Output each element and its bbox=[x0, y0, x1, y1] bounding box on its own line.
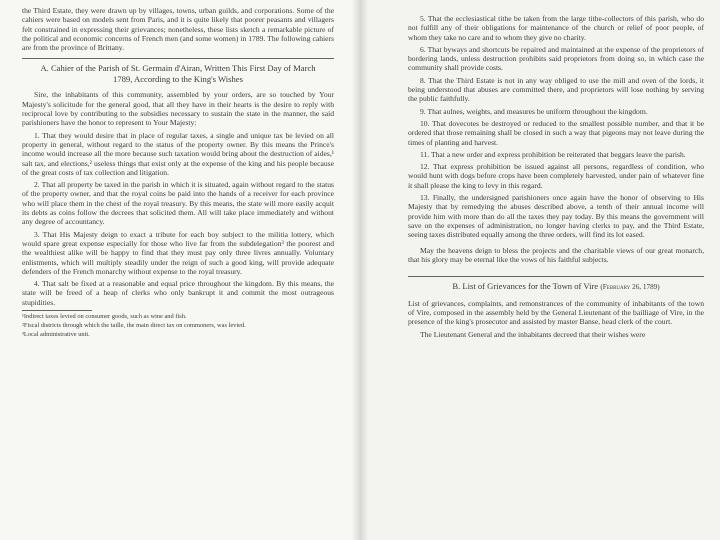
section-b-body: List of grievances, complaints, and remonstrances of the community of inhabitants of the town of Vire, composed in the assembly held by the General Lieutenant of the bailliage of Vire, in the presence of the king's prosecutor and assisted by master Banse, head clerk of the court. bbox=[408, 298, 704, 327]
closing-paragraph: May the heavens deign to bless the projects and the charitable views of our great monarch, that his glory may be eternal like the vows of his faithful subjects. bbox=[408, 245, 704, 264]
book-gutter bbox=[352, 0, 368, 540]
section-b-title bbox=[408, 281, 704, 293]
grievance-item-8: 8. That the Third Estate is not in any way obliged to use the mill and oven of the lords, it being understood that abuses are committed there, and proprietors will lose nothing by serving the public faithfully. bbox=[408, 75, 704, 104]
section-b-body-continued: The Lieutenant General and the inhabitants decreed that their wishes were bbox=[420, 329, 646, 339]
grievance-item-10: 10. That dovecotes be destroyed or reduced to the smallest possible number, and that it be ordered that those remaining shall be closed in such a way that pigeons may not leave during the times of planting and harvest. bbox=[408, 118, 704, 147]
address-paragraph: Sire, the inhabitants of this community, assembled by your orders, are so touched by Your Majesty's solicitude for the general good, that all they have in their hearts is the desire to reply with reciprocal love by contributing to the subsidies necessary to sustain the state in the manner, the said parishioners have the honor to represent to Your Majesty: bbox=[22, 90, 334, 128]
right-page-column bbox=[408, 14, 704, 342]
grievance-item-2: 2. That all property be taxed in the parish in which it is situated, again without regard to the status of the property owner, and that the royal coins be paid into the hands of a receiver for each province who will place them in the chest of the royal treasury. By this means, the state will more easily acquit its debts as coins follow the decrees that solicited them. All will take place immediately and without any degree of accountancy. bbox=[22, 180, 334, 227]
section-a-title: A. Cahier of the Parish of St. Germain d'Airan, Written This First Day of March 1789, According to the King's Wishes bbox=[40, 63, 316, 84]
grievance-item-1: 1. That they would desire that in place of regular taxes, a single and unique tax be levied on all property in general, without regard to the status of the property owner. By this means the Prince's income would increase all the more because such taxation would bring about the destruction of aides,¹ salt tax, and elections,² useless things that exist only at the expense of the king and his people because of the great costs of tax collection and litigation. bbox=[22, 130, 334, 177]
grievance-item-4: 4. That salt be fixed at a reasonable and equal price throughout the kingdom. By this means, the state will be freed of a heap of clerks who only bankrupt it and commit the most outrageous stupidities. bbox=[22, 279, 334, 307]
grievance-item-3: 3. That His Majesty deign to exact a tribute for each boy subject to the militia lottery, which would spare great expense especially for those who live far from the subdelegation³ the poorest and the wealthiest alike will be happy to find that they must pay only three livres annually. Voluntary enlistments, which will multiply steadily under the reign of such a good king, will provide adequate defenders of the French monarchy without expense to the royal treasury. bbox=[22, 229, 334, 276]
grievance-item-5: 5. That the ecclesiastical tithe be taken from the large tithe-collectors of this parish, who do not fulfill any of their obligations for maintenance of the church or relief of poor people, of whom they take no care and to whom they give no charity. bbox=[408, 14, 704, 42]
left-page-column bbox=[22, 6, 334, 340]
grievance-item-6: 6. That byways and shortcuts be repaired and maintained at the expense of the proprietors of bordering lands, unless destruction prohibits said proprietors from doing so, in which case the community shall provide costs. bbox=[408, 44, 704, 73]
grievance-item-13: 13. Finally, the undersigned parishioners once again have the honor of observing to His Majesty that by remedying the abuses described above, a tenth of their annual income will provide him with more than do all the taxes they pay today. By this means the government will save on the expenses of administration, no longer having clerks to pay, and the Third Estate, seeing taxes distributed equally among the three orders, will find its lot eased. bbox=[408, 193, 704, 240]
section-divider bbox=[22, 58, 334, 59]
footnote-rule bbox=[22, 310, 92, 311]
grievance-item-11: 11. That a new order and express prohibition be reiterated that beggars leave the parish. bbox=[420, 149, 686, 159]
intro-paragraph: the Third Estate, they were drawn up by villages, towns, urban guilds, and corporations. Some of the cahiers were based on models sent from Paris, and it is quite likely that poorer peasants and villagers felt constrained in expressing their grievances; nonetheless, these lists sketch a remarkable picture of the political and economic concerns of French men (and some women) in 1789. The following cahiers are from the province of Brittany. bbox=[22, 6, 334, 53]
footnote-3: ³Local administrative unit. bbox=[22, 331, 90, 339]
section-b-title-main: B. List of Grievances for the Town of Vire bbox=[452, 281, 599, 292]
section-divider-b bbox=[408, 276, 704, 277]
grievance-item-9: 9. That aulnes, weights, and measures be uniform throughout the kingdom. bbox=[420, 106, 648, 116]
footnote-1: ¹Indirect taxes levied on consumer goods, such as wine and fish. bbox=[22, 313, 187, 321]
footnote-2: ²Fiscal districts through which the taille, the main direct tax on commoners, was levied. bbox=[22, 322, 246, 330]
right-page bbox=[360, 0, 720, 540]
grievance-item-12: 12. That express prohibition be issued against all persons, regardless of condition, who would hunt with dogs before crops have been completely harvested, under pain of whatever fine it shall please the king to levy in this regard. bbox=[408, 162, 704, 190]
section-b-date: (February 26, 1789) bbox=[600, 283, 660, 292]
footnotes bbox=[22, 310, 334, 339]
